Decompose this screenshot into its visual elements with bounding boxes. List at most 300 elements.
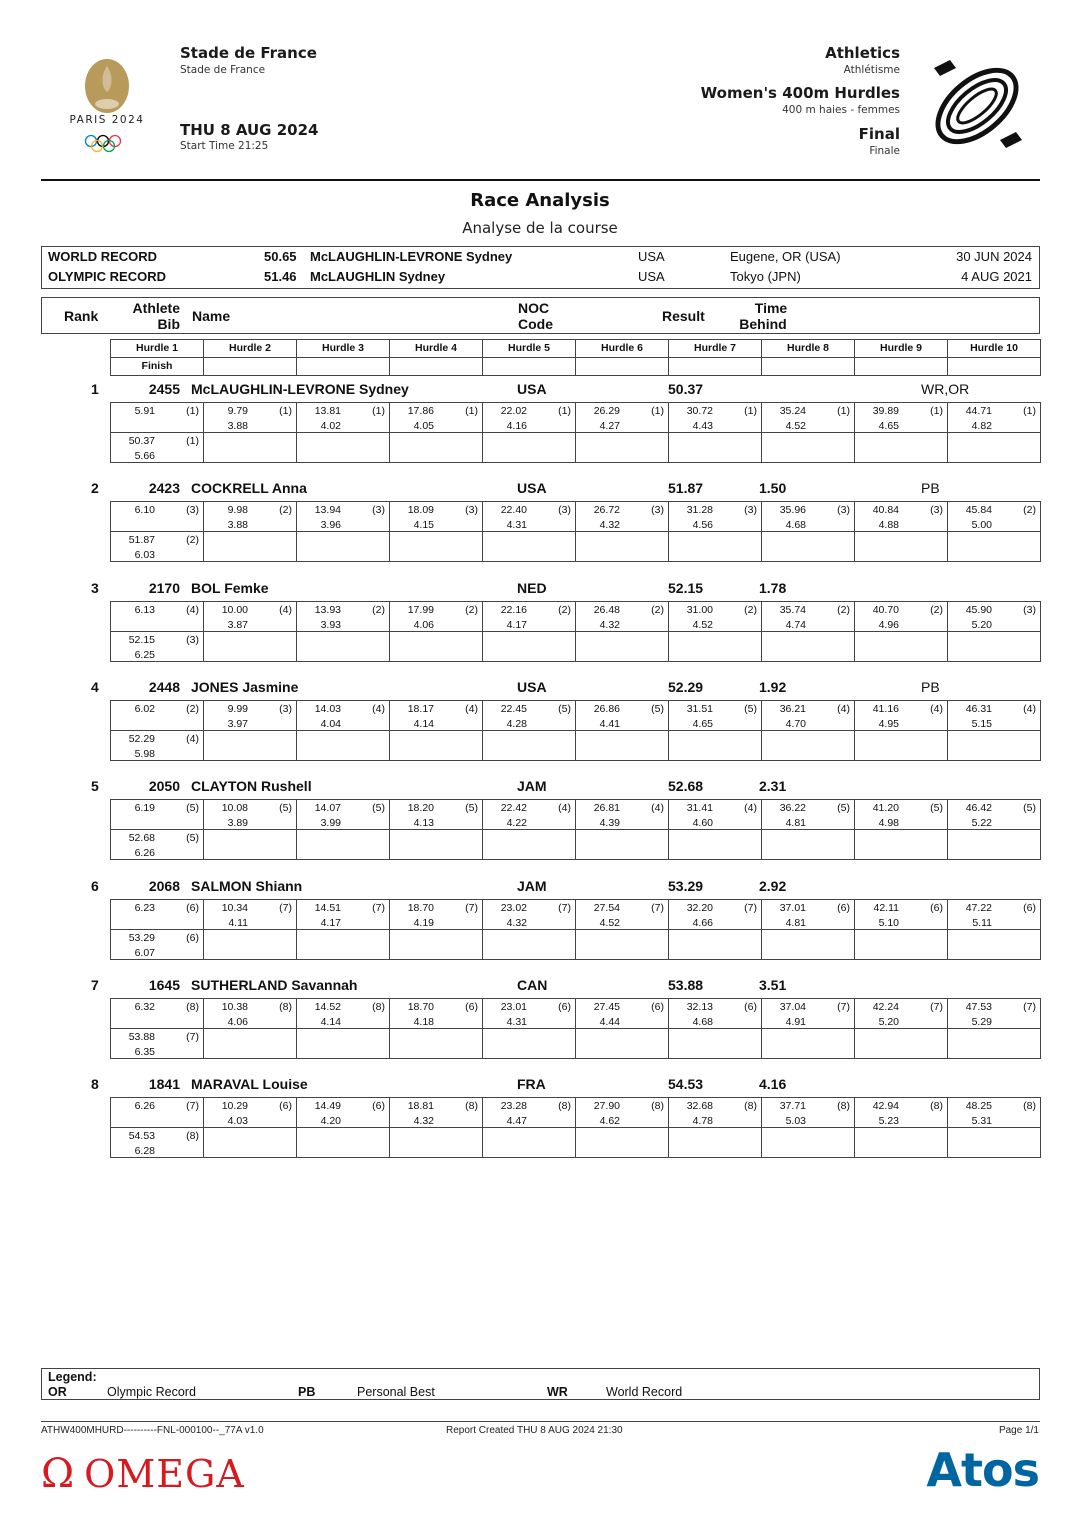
record-noc: USA — [638, 269, 665, 284]
split-segment: 4.98 — [878, 817, 899, 829]
split-rank: (1) — [837, 405, 850, 417]
empty-cell — [762, 1029, 855, 1059]
split-time: 41.16 — [872, 703, 899, 715]
split-rank: (5) — [558, 703, 571, 715]
split-time: 45.84 — [965, 504, 992, 516]
split-time: 14.07 — [314, 802, 341, 814]
empty-cell — [576, 731, 669, 761]
athlete-bib: 2170 — [148, 580, 180, 596]
split-cell — [204, 999, 297, 1029]
split-rank: (8) — [279, 1001, 292, 1013]
split-rank: (7) — [186, 1100, 199, 1112]
empty-cell — [855, 830, 948, 860]
split-cell — [111, 1128, 204, 1158]
athlete-noc: USA — [517, 679, 547, 695]
split-cell — [762, 999, 855, 1029]
split-segment: 4.03 — [227, 1115, 248, 1127]
split-time: 48.25 — [965, 1100, 992, 1112]
empty-cell — [855, 1029, 948, 1059]
split-segment: 4.81 — [785, 917, 806, 929]
col-bib: Bib — [157, 316, 180, 332]
split-cell — [111, 1098, 204, 1128]
split-segment: 4.52 — [599, 917, 620, 929]
split-time: 53.29 — [128, 932, 155, 944]
split-segment: 3.99 — [320, 817, 341, 829]
split-rank: (7) — [186, 1031, 199, 1043]
split-cell — [111, 731, 204, 761]
split-segment: 4.17 — [506, 619, 527, 631]
split-time: 6.23 — [134, 902, 155, 914]
omega-logo — [41, 1452, 245, 1496]
split-rank: (2) — [558, 604, 571, 616]
split-rank: (4) — [558, 802, 571, 814]
footer-divider — [41, 1421, 1040, 1422]
empty-cell — [948, 1029, 1041, 1059]
split-rank: (3) — [1023, 604, 1036, 616]
split-segment: 5.29 — [971, 1016, 992, 1028]
split-rank: (3) — [837, 504, 850, 516]
split-cell — [297, 701, 390, 731]
split-cell — [483, 502, 576, 532]
split-segment: 4.27 — [599, 420, 620, 432]
empty-cell — [204, 930, 297, 960]
athlete-time-behind: 4.16 — [759, 1076, 787, 1092]
hurdle-header: Hurdle 1 — [111, 340, 204, 358]
split-segment: 4.06 — [227, 1016, 248, 1028]
venue-fr: Stade de France — [180, 64, 266, 76]
split-time: 37.04 — [779, 1001, 806, 1013]
split-cell — [111, 830, 204, 860]
athlete-result: 53.88 — [668, 977, 704, 993]
athlete-summary-row — [41, 578, 1040, 598]
split-time: 14.03 — [314, 703, 341, 715]
empty-cell — [204, 532, 297, 562]
split-segment: 3.96 — [320, 519, 341, 531]
legend-text: Personal Best — [357, 1385, 435, 1399]
split-cell — [948, 900, 1041, 930]
split-cell — [948, 403, 1041, 433]
atos-logo: Atos — [926, 1443, 1039, 1497]
split-rank: (6) — [930, 902, 943, 914]
split-cell — [204, 403, 297, 433]
athlete-time-behind: 3.51 — [759, 977, 787, 993]
hurdle-header: Hurdle 4 — [390, 340, 483, 358]
world-record-row — [42, 247, 1039, 267]
athlete-bib: 1645 — [148, 977, 180, 993]
hurdle-header: Hurdle 6 — [576, 340, 669, 358]
split-cell — [390, 602, 483, 632]
split-rank: (2) — [279, 504, 292, 516]
empty-cell — [948, 632, 1041, 662]
empty-cell — [948, 830, 1041, 860]
record-holder: McLAUGHLIN-LEVRONE Sydney — [310, 249, 513, 264]
split-rank: (1) — [186, 405, 199, 417]
split-rank: (4) — [372, 703, 385, 715]
split-rank: (2) — [186, 534, 199, 546]
split-segment: 5.11 — [972, 917, 992, 929]
split-time: 53.88 — [128, 1031, 155, 1043]
split-time: 9.99 — [227, 703, 248, 715]
hurdle-header: Hurdle 2 — [204, 340, 297, 358]
empty-cell — [576, 433, 669, 463]
hurdle-header: Hurdle 5 — [483, 340, 576, 358]
split-cell — [390, 999, 483, 1029]
split-rank: (1) — [1023, 405, 1036, 417]
record-holder: McLAUGHLIN Sydney — [310, 269, 446, 284]
empty-cell — [390, 1128, 483, 1158]
split-time: 30.72 — [686, 405, 713, 417]
split-segment: 5.00 — [971, 519, 992, 531]
split-segment: 4.88 — [878, 519, 899, 531]
athlete-rank: 8 — [91, 1076, 99, 1092]
athlete-noc: USA — [517, 381, 547, 397]
record-place: Tokyo (JPN) — [730, 269, 801, 284]
split-rank: (1) — [744, 405, 757, 417]
split-rank: (7) — [1023, 1001, 1036, 1013]
athlete-bib: 2050 — [148, 778, 180, 794]
split-cell — [390, 800, 483, 830]
split-rank: (5) — [837, 802, 850, 814]
empty-cell — [297, 532, 390, 562]
column-header-box — [41, 297, 1040, 334]
split-cell — [483, 701, 576, 731]
split-cell — [669, 1098, 762, 1128]
athlete-name: JONES Jasmine — [191, 679, 299, 695]
empty-cell — [483, 930, 576, 960]
athlete-splits-table — [110, 899, 1041, 960]
athlete-rank: 3 — [91, 580, 99, 596]
athlete-result: 53.29 — [668, 878, 704, 894]
split-time: 6.13 — [134, 604, 155, 616]
hurdle-header: Hurdle 3 — [297, 340, 390, 358]
split-cell — [297, 900, 390, 930]
empty-cell — [390, 632, 483, 662]
split-rank: (3) — [558, 504, 571, 516]
split-cell — [111, 701, 204, 731]
split-segment: 4.14 — [320, 1016, 341, 1028]
split-rank: (1) — [279, 405, 292, 417]
split-segment: 4.65 — [878, 420, 899, 432]
split-cell — [855, 800, 948, 830]
split-segment: 4.44 — [599, 1016, 620, 1028]
athlete-rank: 4 — [91, 679, 99, 695]
split-rank: (7) — [558, 902, 571, 914]
split-rank: (2) — [930, 604, 943, 616]
split-segment: 5.15 — [971, 718, 992, 730]
athlete-name: CLAYTON Rushell — [191, 778, 312, 794]
athlete-time-behind: 2.92 — [759, 878, 787, 894]
empty-cell — [855, 433, 948, 463]
split-rank: (5) — [372, 802, 385, 814]
split-rank: (8) — [465, 1100, 478, 1112]
split-cell — [855, 999, 948, 1029]
split-cell — [762, 602, 855, 632]
split-time: 9.98 — [227, 504, 248, 516]
split-segment: 4.52 — [692, 619, 713, 631]
empty-cell — [297, 1128, 390, 1158]
record-noc: USA — [638, 249, 665, 264]
split-cell — [669, 900, 762, 930]
athlete-noc: JAM — [517, 878, 547, 894]
split-time: 6.32 — [134, 1001, 155, 1013]
split-time: 13.93 — [314, 604, 341, 616]
split-time: 10.34 — [221, 902, 248, 914]
athlete-name: SUTHERLAND Savannah — [191, 977, 358, 993]
split-rank: (4) — [837, 703, 850, 715]
split-segment: 4.65 — [692, 718, 713, 730]
split-time: 18.81 — [407, 1100, 434, 1112]
split-cell — [297, 999, 390, 1029]
empty-cell — [762, 632, 855, 662]
split-rank: (8) — [744, 1100, 757, 1112]
split-time: 22.40 — [500, 504, 527, 516]
split-time: 13.81 — [314, 405, 341, 417]
olympic-record-row — [42, 267, 1039, 287]
empty-cell — [669, 930, 762, 960]
empty-cell — [576, 830, 669, 860]
split-rank: (1) — [186, 435, 199, 447]
split-cell — [762, 1098, 855, 1128]
split-segment: 3.88 — [227, 519, 248, 531]
split-segment: 6.35 — [134, 1046, 155, 1058]
split-time: 47.22 — [965, 902, 992, 914]
split-segment: 4.82 — [971, 420, 992, 432]
split-cell — [576, 999, 669, 1029]
split-segment: 4.05 — [413, 420, 434, 432]
split-time: 10.29 — [221, 1100, 248, 1112]
split-time: 31.41 — [686, 802, 713, 814]
split-segment: 4.17 — [320, 917, 341, 929]
split-segment: 5.23 — [878, 1115, 899, 1127]
split-segment: 4.52 — [785, 420, 806, 432]
split-segment: 4.91 — [785, 1016, 806, 1028]
split-rank: (2) — [1023, 504, 1036, 516]
split-cell — [111, 403, 204, 433]
split-time: 22.45 — [500, 703, 527, 715]
empty-cell — [204, 632, 297, 662]
report-created: Report Created THU 8 AUG 2024 21:30 — [446, 1425, 623, 1436]
split-cell — [204, 1098, 297, 1128]
split-rank: (8) — [651, 1100, 664, 1112]
split-segment: 4.19 — [413, 917, 434, 929]
split-cell — [483, 999, 576, 1029]
split-cell — [855, 502, 948, 532]
athlete-summary-row — [41, 677, 1040, 697]
athlete-bib: 1841 — [148, 1076, 180, 1092]
page-number: Page 1/1 — [998, 1425, 1039, 1436]
split-cell — [855, 602, 948, 632]
athlete-summary-row — [41, 876, 1040, 896]
athlete-name: COCKRELL Anna — [191, 480, 307, 496]
record-label: WORLD RECORD — [48, 249, 158, 264]
empty-cell — [483, 731, 576, 761]
empty-cell — [669, 433, 762, 463]
athletics-track-icon — [922, 54, 1032, 158]
split-cell — [576, 1098, 669, 1128]
split-cell — [204, 900, 297, 930]
split-rank: (3) — [372, 504, 385, 516]
athlete-name: MARAVAL Louise — [191, 1076, 308, 1092]
split-rank: (6) — [465, 1001, 478, 1013]
hurdle-header: Hurdle 9 — [855, 340, 948, 358]
split-time: 17.86 — [407, 405, 434, 417]
col-name: Name — [192, 308, 231, 324]
col-behind: Behind — [739, 316, 787, 332]
split-segment: 4.68 — [692, 1016, 713, 1028]
athlete-time-behind: 1.92 — [759, 679, 787, 695]
athlete-noc: CAN — [517, 977, 548, 993]
record-time: 50.65 — [264, 249, 297, 264]
split-segment: 5.98 — [134, 748, 155, 760]
athlete-rank: 2 — [91, 480, 99, 496]
split-rank: (6) — [372, 1100, 385, 1112]
empty-cell — [762, 532, 855, 562]
split-time: 45.90 — [965, 604, 992, 616]
split-rank: (4) — [279, 604, 292, 616]
split-time: 35.74 — [779, 604, 806, 616]
empty-cell — [948, 433, 1041, 463]
empty-cell — [948, 532, 1041, 562]
split-segment: 4.62 — [599, 1115, 620, 1127]
split-cell — [390, 900, 483, 930]
split-time: 6.26 — [134, 1100, 155, 1112]
split-cell — [948, 800, 1041, 830]
split-time: 35.96 — [779, 504, 806, 516]
split-time: 39.89 — [872, 405, 899, 417]
split-segment: 4.04 — [320, 718, 341, 730]
records-box — [41, 246, 1040, 289]
split-rank: (8) — [186, 1001, 199, 1013]
legend-text: World Record — [606, 1385, 683, 1399]
split-time: 13.94 — [314, 504, 341, 516]
split-cell — [204, 602, 297, 632]
split-time: 6.19 — [134, 802, 155, 814]
split-rank: (3) — [279, 703, 292, 715]
athlete-rank: 1 — [91, 381, 99, 397]
empty-cell — [576, 632, 669, 662]
athlete-rank: 6 — [91, 878, 99, 894]
empty-cell — [204, 731, 297, 761]
empty-cell — [297, 632, 390, 662]
athlete-time-behind: 1.50 — [759, 480, 787, 496]
split-cell — [669, 800, 762, 830]
athlete-name: BOL Femke — [191, 580, 269, 596]
split-rank: (7) — [651, 902, 664, 914]
empty-cell — [390, 731, 483, 761]
legend-title: Legend: — [48, 1370, 97, 1384]
split-cell — [111, 502, 204, 532]
split-rank: (3) — [186, 634, 199, 646]
empty-cell — [297, 1029, 390, 1059]
empty-cell — [483, 532, 576, 562]
split-segment: 3.88 — [227, 420, 248, 432]
split-rank: (6) — [186, 902, 199, 914]
empty-cell — [390, 930, 483, 960]
split-rank: (3) — [465, 504, 478, 516]
split-cell — [483, 1098, 576, 1128]
split-rank: (2) — [186, 703, 199, 715]
empty-cell — [204, 830, 297, 860]
athlete-noc: JAM — [517, 778, 547, 794]
split-segment: 4.13 — [413, 817, 434, 829]
header-divider — [41, 179, 1040, 181]
split-time: 42.24 — [872, 1001, 899, 1013]
split-time: 42.11 — [873, 902, 899, 914]
split-rank: (3) — [930, 504, 943, 516]
split-segment: 4.20 — [320, 1115, 341, 1127]
split-time: 23.01 — [500, 1001, 527, 1013]
split-time: 32.13 — [686, 1001, 713, 1013]
athlete-bib: 2423 — [148, 480, 180, 496]
split-segment: 4.56 — [692, 519, 713, 531]
empty-cell — [297, 930, 390, 960]
split-rank: (1) — [465, 405, 478, 417]
event-name: Women's 400m Hurdles — [700, 84, 900, 102]
athlete-time-behind: 2.31 — [759, 778, 787, 794]
athlete-record-note: WR,OR — [921, 381, 970, 397]
split-segment: 4.66 — [692, 917, 713, 929]
split-time: 10.38 — [221, 1001, 248, 1013]
split-segment: 4.32 — [599, 519, 620, 531]
split-cell — [111, 632, 204, 662]
split-time: 54.53 — [128, 1130, 155, 1142]
legend-code: PB — [298, 1385, 316, 1399]
empty-cell — [204, 433, 297, 463]
athlete-record-note: PB — [921, 679, 940, 695]
split-cell — [111, 602, 204, 632]
split-time: 22.42 — [500, 802, 527, 814]
athlete-summary-row — [41, 975, 1040, 995]
split-time: 46.42 — [965, 802, 992, 814]
athlete-splits-table — [110, 799, 1041, 860]
split-time: 22.16 — [500, 604, 527, 616]
empty-cell — [948, 1128, 1041, 1158]
record-time: 51.46 — [264, 269, 297, 284]
split-rank: (5) — [930, 802, 943, 814]
split-segment: 4.31 — [506, 1016, 527, 1028]
athlete-result: 52.29 — [668, 679, 704, 695]
empty-cell — [204, 1029, 297, 1059]
split-rank: (7) — [372, 902, 385, 914]
split-time: 23.02 — [500, 902, 527, 914]
split-cell — [204, 502, 297, 532]
split-cell — [855, 900, 948, 930]
split-segment: 4.78 — [692, 1115, 713, 1127]
split-rank: (1) — [558, 405, 571, 417]
split-rank: (4) — [1023, 703, 1036, 715]
split-rank: (6) — [1023, 902, 1036, 914]
athlete-splits-table — [110, 402, 1041, 463]
split-cell — [576, 602, 669, 632]
col-result: Result — [662, 308, 705, 324]
split-segment: 5.66 — [134, 450, 155, 462]
split-rank: (1) — [930, 405, 943, 417]
split-time: 23.28 — [500, 1100, 527, 1112]
split-cell — [390, 502, 483, 532]
athlete-result: 54.53 — [668, 1076, 704, 1092]
split-time: 42.94 — [872, 1100, 899, 1112]
split-segment: 4.43 — [692, 420, 713, 432]
split-cell — [576, 701, 669, 731]
record-place: Eugene, OR (USA) — [730, 249, 841, 264]
split-cell — [483, 900, 576, 930]
split-rank: (2) — [651, 604, 664, 616]
empty-cell — [390, 830, 483, 860]
split-segment: 5.03 — [785, 1115, 806, 1127]
split-time: 37.71 — [779, 1100, 806, 1112]
col-code: Code — [518, 316, 553, 332]
split-rank: (4) — [744, 802, 757, 814]
